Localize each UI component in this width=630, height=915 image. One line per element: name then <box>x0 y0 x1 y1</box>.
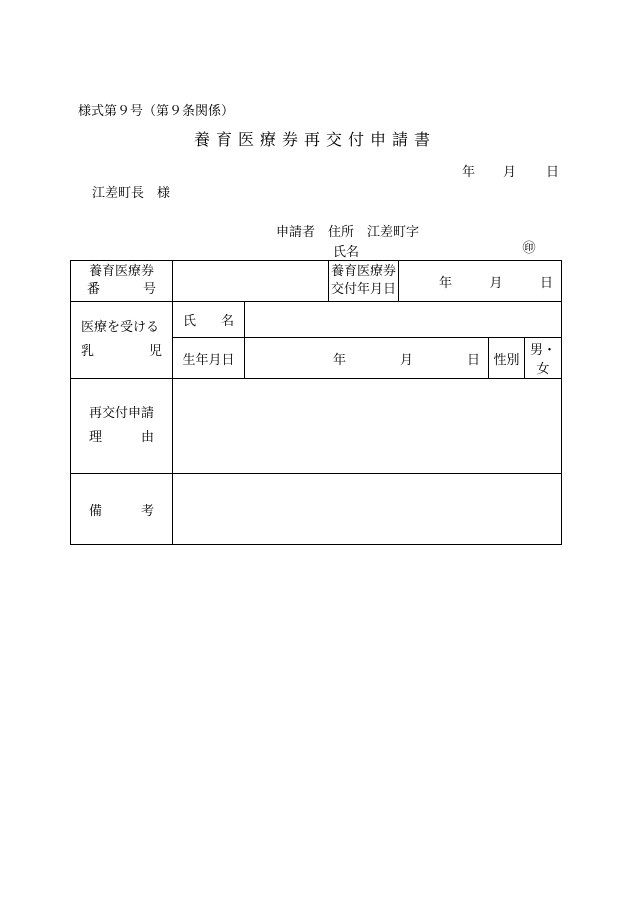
ticket-number-label <box>71 261 173 302</box>
birthdate-field[interactable] <box>245 338 489 379</box>
issue-date-day: 日 <box>540 275 554 291</box>
reason-label-ri: 理 <box>89 430 103 445</box>
sex-label: 性別 <box>489 338 525 379</box>
reason-label-yu: 由 <box>140 430 154 445</box>
remarks-label <box>71 474 173 545</box>
reason-label-line1: 再交付申請 <box>89 406 155 421</box>
remarks-field[interactable] <box>173 474 562 545</box>
applicant-name-label: 氏名 <box>333 245 360 260</box>
issue-date-label-line2: 交付年月日 <box>330 282 396 297</box>
infant-label-line1: 医療を受ける <box>81 320 160 335</box>
remarks-label-ko: 考 <box>140 503 154 519</box>
ticket-number-label-line1: 養育医療券 <box>88 264 154 279</box>
page-title: 養育医療券再交付申請書 <box>193 130 436 149</box>
issue-date-label <box>329 261 399 302</box>
birthdate-day: 日 <box>466 352 480 368</box>
birthdate-year: 年 <box>333 352 347 368</box>
remarks-label-bi: 備 <box>89 503 103 519</box>
birthdate-label: 生年月日 <box>173 338 245 379</box>
infant-name-label-shi: 氏 <box>183 314 197 329</box>
reason-field[interactable] <box>173 379 562 474</box>
applicant-address-label: 申請者 住所 江差町字 <box>276 225 420 240</box>
seal-mark: ㊞ <box>522 241 536 256</box>
ticket-number-field[interactable] <box>173 261 329 302</box>
form-number: 様式第９号（第９条関係） <box>78 104 235 119</box>
infant-name-label <box>173 302 245 338</box>
date-day: 日 <box>546 165 560 180</box>
date-month: 月 <box>503 165 517 180</box>
infant-label <box>71 302 173 379</box>
issue-date-label-line1: 養育医療券 <box>330 264 396 279</box>
sex-options[interactable]: 男・女 <box>525 338 562 379</box>
infant-name-field[interactable] <box>245 302 562 338</box>
issue-date-field[interactable] <box>399 261 562 302</box>
reason-label <box>71 379 173 474</box>
infant-name-label-mei: 名 <box>220 314 234 329</box>
issue-date-month: 月 <box>489 275 503 291</box>
date-year: 年 <box>462 165 476 180</box>
ticket-number-label-go: 号 <box>142 282 156 297</box>
application-form-table <box>70 260 562 545</box>
infant-label-ji: 児 <box>148 344 162 359</box>
application-date <box>462 161 559 180</box>
birthdate-month: 月 <box>399 352 413 368</box>
issue-date-year: 年 <box>439 275 453 291</box>
infant-label-nyu: 乳 <box>81 344 95 359</box>
addressee: 江差町長 様 <box>92 186 171 201</box>
ticket-number-label-ban: 番 <box>87 282 101 297</box>
